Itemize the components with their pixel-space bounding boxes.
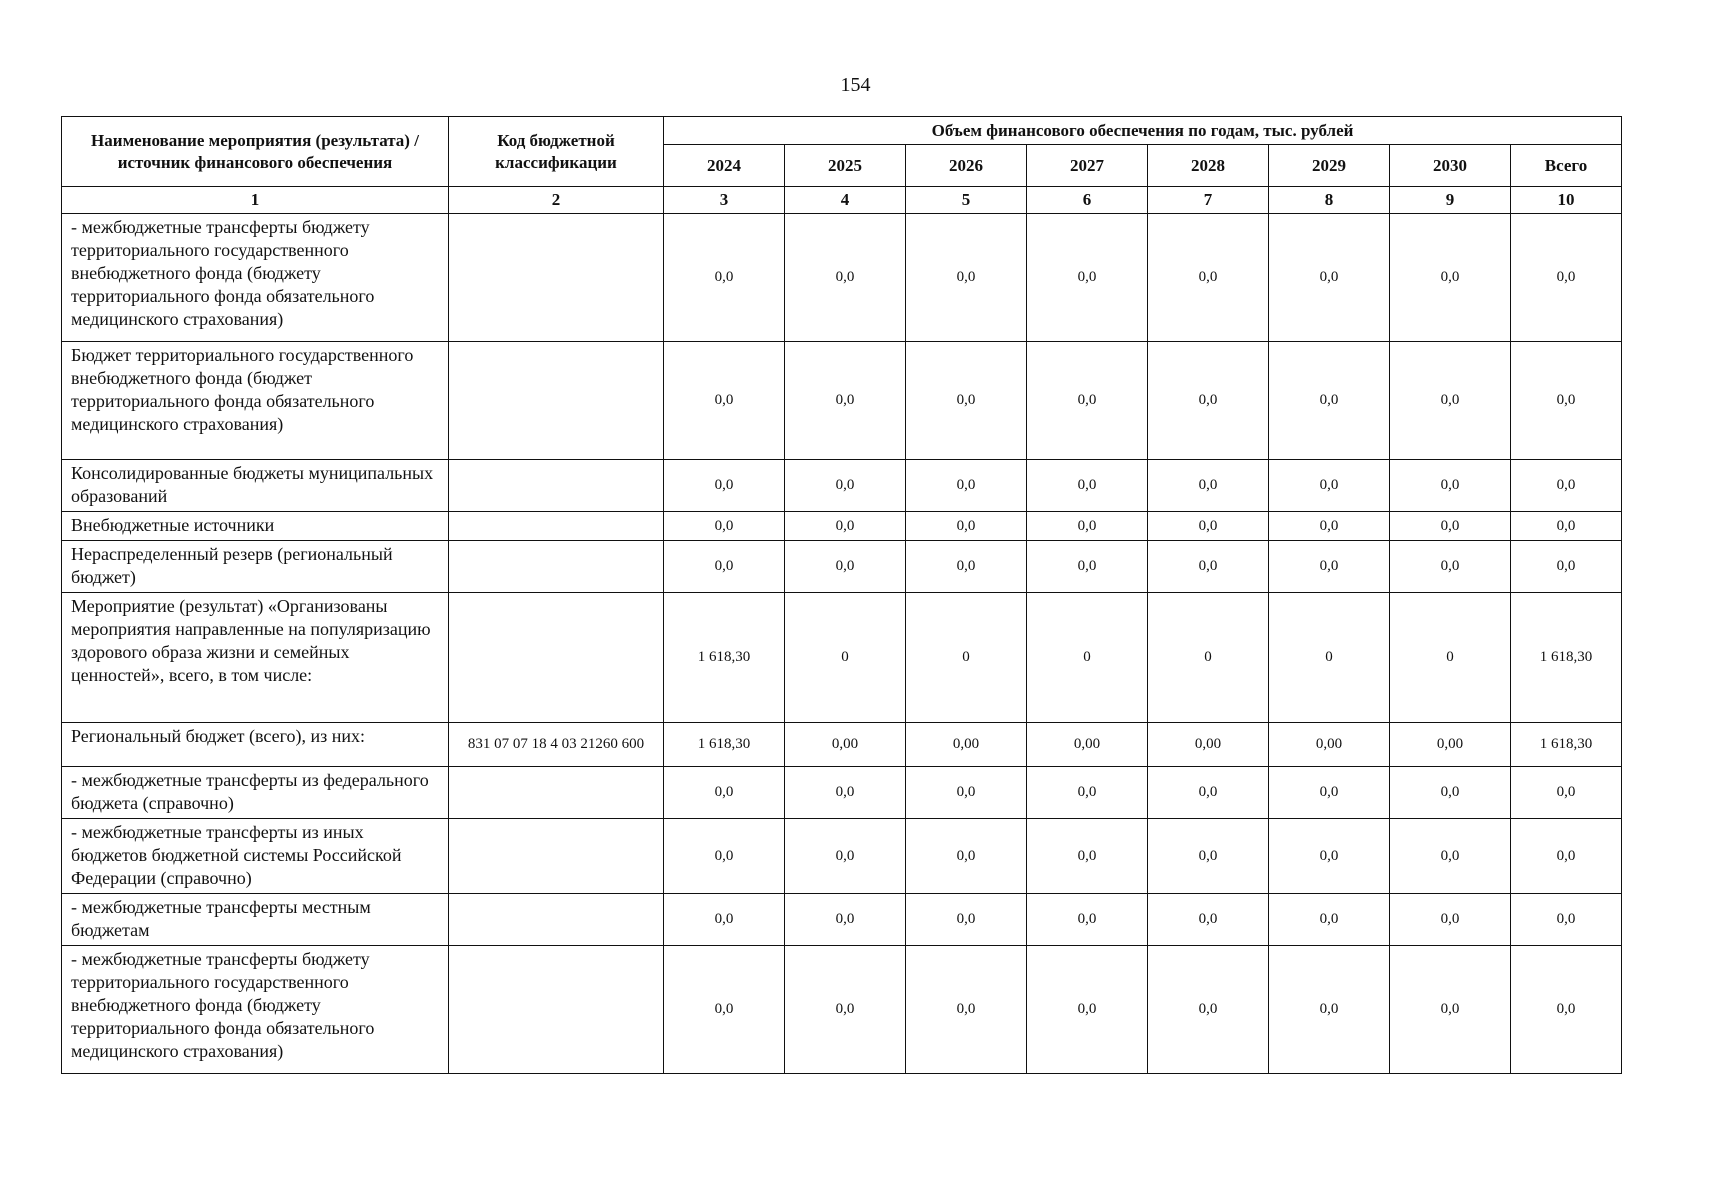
column-index: 4: [785, 187, 906, 214]
row-year-value: 0,0: [906, 946, 1027, 1074]
row-year-value: 0,00: [1390, 723, 1511, 767]
row-year-value: 1 618,30: [664, 593, 785, 723]
row-year-value: 0,0: [785, 894, 906, 946]
header-year: 2029: [1269, 145, 1390, 187]
row-total-value: 0,0: [1511, 946, 1622, 1074]
row-year-value: 0,00: [1027, 723, 1148, 767]
row-year-value: 0,0: [1269, 767, 1390, 819]
column-index: 7: [1148, 187, 1269, 214]
page-number: 154: [840, 74, 871, 96]
column-index: 8: [1269, 187, 1390, 214]
row-code: [449, 894, 664, 946]
row-year-value: 0,0: [906, 767, 1027, 819]
column-index: 5: [906, 187, 1027, 214]
row-code: [449, 819, 664, 894]
table-header: [62, 117, 1622, 214]
row-year-value: 0,0: [1390, 460, 1511, 512]
row-year-value: 0,0: [1148, 214, 1269, 342]
row-year-value: 0: [1390, 593, 1511, 723]
row-year-value: 0: [1269, 593, 1390, 723]
header-code-column: Код бюджетной классификации: [449, 117, 664, 187]
row-year-value: 0,0: [785, 767, 906, 819]
row-total-value: 0,0: [1511, 512, 1622, 541]
row-year-value: 0,0: [785, 541, 906, 593]
row-name: Нераспределенный резерв (региональный бюджет): [62, 541, 449, 593]
row-year-value: 0,0: [1269, 460, 1390, 512]
row-year-value: 0,0: [1027, 819, 1148, 894]
row-year-value: 0,0: [785, 342, 906, 460]
column-index: 9: [1390, 187, 1511, 214]
row-year-value: 0,0: [664, 214, 785, 342]
row-year-value: 0,0: [1269, 342, 1390, 460]
row-year-value: 0,0: [1269, 214, 1390, 342]
row-name: Внебюджетные источники: [62, 512, 449, 541]
row-year-value: 0,0: [906, 819, 1027, 894]
row-year-value: 0,0: [1390, 946, 1511, 1074]
row-name: - межбюджетные трансферты бюджету территориального государственного внебюджетного фонда (бюджету территориального фонда обязательного медицинского страхования): [62, 946, 449, 1074]
row-year-value: 0,00: [1148, 723, 1269, 767]
column-index: 1: [62, 187, 449, 214]
row-total-value: 0,0: [1511, 819, 1622, 894]
row-year-value: 0,0: [785, 946, 906, 1074]
row-total-value: 1 618,30: [1511, 593, 1622, 723]
row-year-value: 0,0: [664, 894, 785, 946]
header-year: 2028: [1148, 145, 1269, 187]
row-code: [449, 767, 664, 819]
column-index-row: [62, 187, 1622, 214]
row-year-value: 0,0: [906, 214, 1027, 342]
row-year-value: 0,0: [1390, 214, 1511, 342]
row-year-value: 0,0: [1390, 541, 1511, 593]
row-code: [449, 342, 664, 460]
row-year-value: 0,0: [1027, 541, 1148, 593]
row-total-value: 0,0: [1511, 214, 1622, 342]
row-year-value: 0,0: [906, 894, 1027, 946]
header-year: 2030: [1390, 145, 1511, 187]
row-name: - межбюджетные трансферты из иных бюджетов бюджетной системы Российской Федерации (справочно): [62, 819, 449, 894]
header-year: 2027: [1027, 145, 1148, 187]
table-body: [62, 214, 1622, 1074]
row-year-value: 0,0: [1027, 460, 1148, 512]
row-year-value: 0,0: [1148, 460, 1269, 512]
row-year-value: 0,0: [1269, 541, 1390, 593]
row-year-value: 0: [906, 593, 1027, 723]
row-total-value: 0,0: [1511, 342, 1622, 460]
table-row: [62, 541, 1622, 593]
row-year-value: 0: [785, 593, 906, 723]
table-row: [62, 946, 1622, 1074]
header-year: 2024: [664, 145, 785, 187]
row-year-value: 0,0: [906, 342, 1027, 460]
row-year-value: 0,0: [1390, 894, 1511, 946]
row-year-value: 0,0: [1390, 819, 1511, 894]
row-code: 831 07 07 18 4 03 21260 600: [449, 723, 664, 767]
row-year-value: 0,0: [1148, 894, 1269, 946]
row-year-value: 0,0: [1027, 512, 1148, 541]
row-year-value: 0,0: [1269, 946, 1390, 1074]
row-name: Бюджет территориального государственного внебюджетного фонда (бюджет территориального фонда обязательного медицинского страхования): [62, 342, 449, 460]
table-row: [62, 460, 1622, 512]
table-row: [62, 512, 1622, 541]
row-code: [449, 541, 664, 593]
row-year-value: 0,0: [664, 819, 785, 894]
row-year-value: 0,0: [1390, 512, 1511, 541]
row-year-value: 0,0: [906, 512, 1027, 541]
row-name: - межбюджетные трансферты местным бюджетам: [62, 894, 449, 946]
header-total: Всего: [1511, 145, 1622, 187]
row-code: [449, 214, 664, 342]
table-row: [62, 342, 1622, 460]
row-year-value: 0,0: [1148, 819, 1269, 894]
row-year-value: 1 618,30: [664, 723, 785, 767]
row-total-value: 0,0: [1511, 541, 1622, 593]
row-year-value: 0,0: [664, 767, 785, 819]
row-year-value: 0,0: [1027, 214, 1148, 342]
row-year-value: 0,0: [664, 460, 785, 512]
row-year-value: 0,0: [664, 946, 785, 1074]
funding-table: [61, 116, 1622, 1074]
table-row: [62, 214, 1622, 342]
row-year-value: 0,00: [906, 723, 1027, 767]
row-name: Региональный бюджет (всего), из них:: [62, 723, 449, 767]
row-year-value: 0,00: [1269, 723, 1390, 767]
row-code: [449, 946, 664, 1074]
row-year-value: 0,00: [785, 723, 906, 767]
row-year-value: 0,0: [664, 541, 785, 593]
row-name: Консолидированные бюджеты муниципальных образований: [62, 460, 449, 512]
row-year-value: 0,0: [1027, 946, 1148, 1074]
row-year-value: 0,0: [1148, 946, 1269, 1074]
row-total-value: 1 618,30: [1511, 723, 1622, 767]
column-index: 2: [449, 187, 664, 214]
row-code: [449, 460, 664, 512]
row-year-value: 0,0: [906, 460, 1027, 512]
row-year-value: 0,0: [664, 512, 785, 541]
row-year-value: 0,0: [1269, 894, 1390, 946]
row-year-value: 0,0: [906, 541, 1027, 593]
row-name: Мероприятие (результат) «Организованы мероприятия направленные на популяризацию здорового образа жизни и семейных ценностей», всего, в том числе:: [62, 593, 449, 723]
row-year-value: 0,0: [664, 342, 785, 460]
row-year-value: 0,0: [1269, 819, 1390, 894]
header-funding-group: Объем финансового обеспечения по годам, тыс. рублей: [664, 117, 1622, 145]
row-name: - межбюджетные трансферты бюджету территориального государственного внебюджетного фонда (бюджету территориального фонда обязательного медицинского страхования): [62, 214, 449, 342]
header-year: 2026: [906, 145, 1027, 187]
row-year-value: 0,0: [1027, 894, 1148, 946]
row-year-value: 0,0: [1390, 767, 1511, 819]
header-year: 2025: [785, 145, 906, 187]
column-index: 3: [664, 187, 785, 214]
row-year-value: 0,0: [785, 512, 906, 541]
table-row: [62, 767, 1622, 819]
row-year-value: 0,0: [1148, 767, 1269, 819]
row-year-value: 0: [1027, 593, 1148, 723]
row-year-value: 0,0: [1027, 342, 1148, 460]
table-row: [62, 894, 1622, 946]
row-year-value: 0,0: [785, 460, 906, 512]
table-row: [62, 593, 1622, 723]
row-code: [449, 512, 664, 541]
row-total-value: 0,0: [1511, 460, 1622, 512]
row-year-value: 0,0: [1390, 342, 1511, 460]
row-name: - межбюджетные трансферты из федерального бюджета (справочно): [62, 767, 449, 819]
row-code: [449, 593, 664, 723]
column-index: 6: [1027, 187, 1148, 214]
header-name-column: Наименование мероприятия (результата) /источник финансового обеспечения: [62, 117, 449, 187]
row-year-value: 0,0: [1269, 512, 1390, 541]
row-total-value: 0,0: [1511, 894, 1622, 946]
table-row: [62, 723, 1622, 767]
row-year-value: 0: [1148, 593, 1269, 723]
row-year-value: 0,0: [1148, 512, 1269, 541]
row-year-value: 0,0: [785, 819, 906, 894]
column-index: 10: [1511, 187, 1622, 214]
row-year-value: 0,0: [1148, 541, 1269, 593]
row-year-value: 0,0: [1148, 342, 1269, 460]
row-year-value: 0,0: [785, 214, 906, 342]
row-total-value: 0,0: [1511, 767, 1622, 819]
table-row: [62, 819, 1622, 894]
row-year-value: 0,0: [1027, 767, 1148, 819]
